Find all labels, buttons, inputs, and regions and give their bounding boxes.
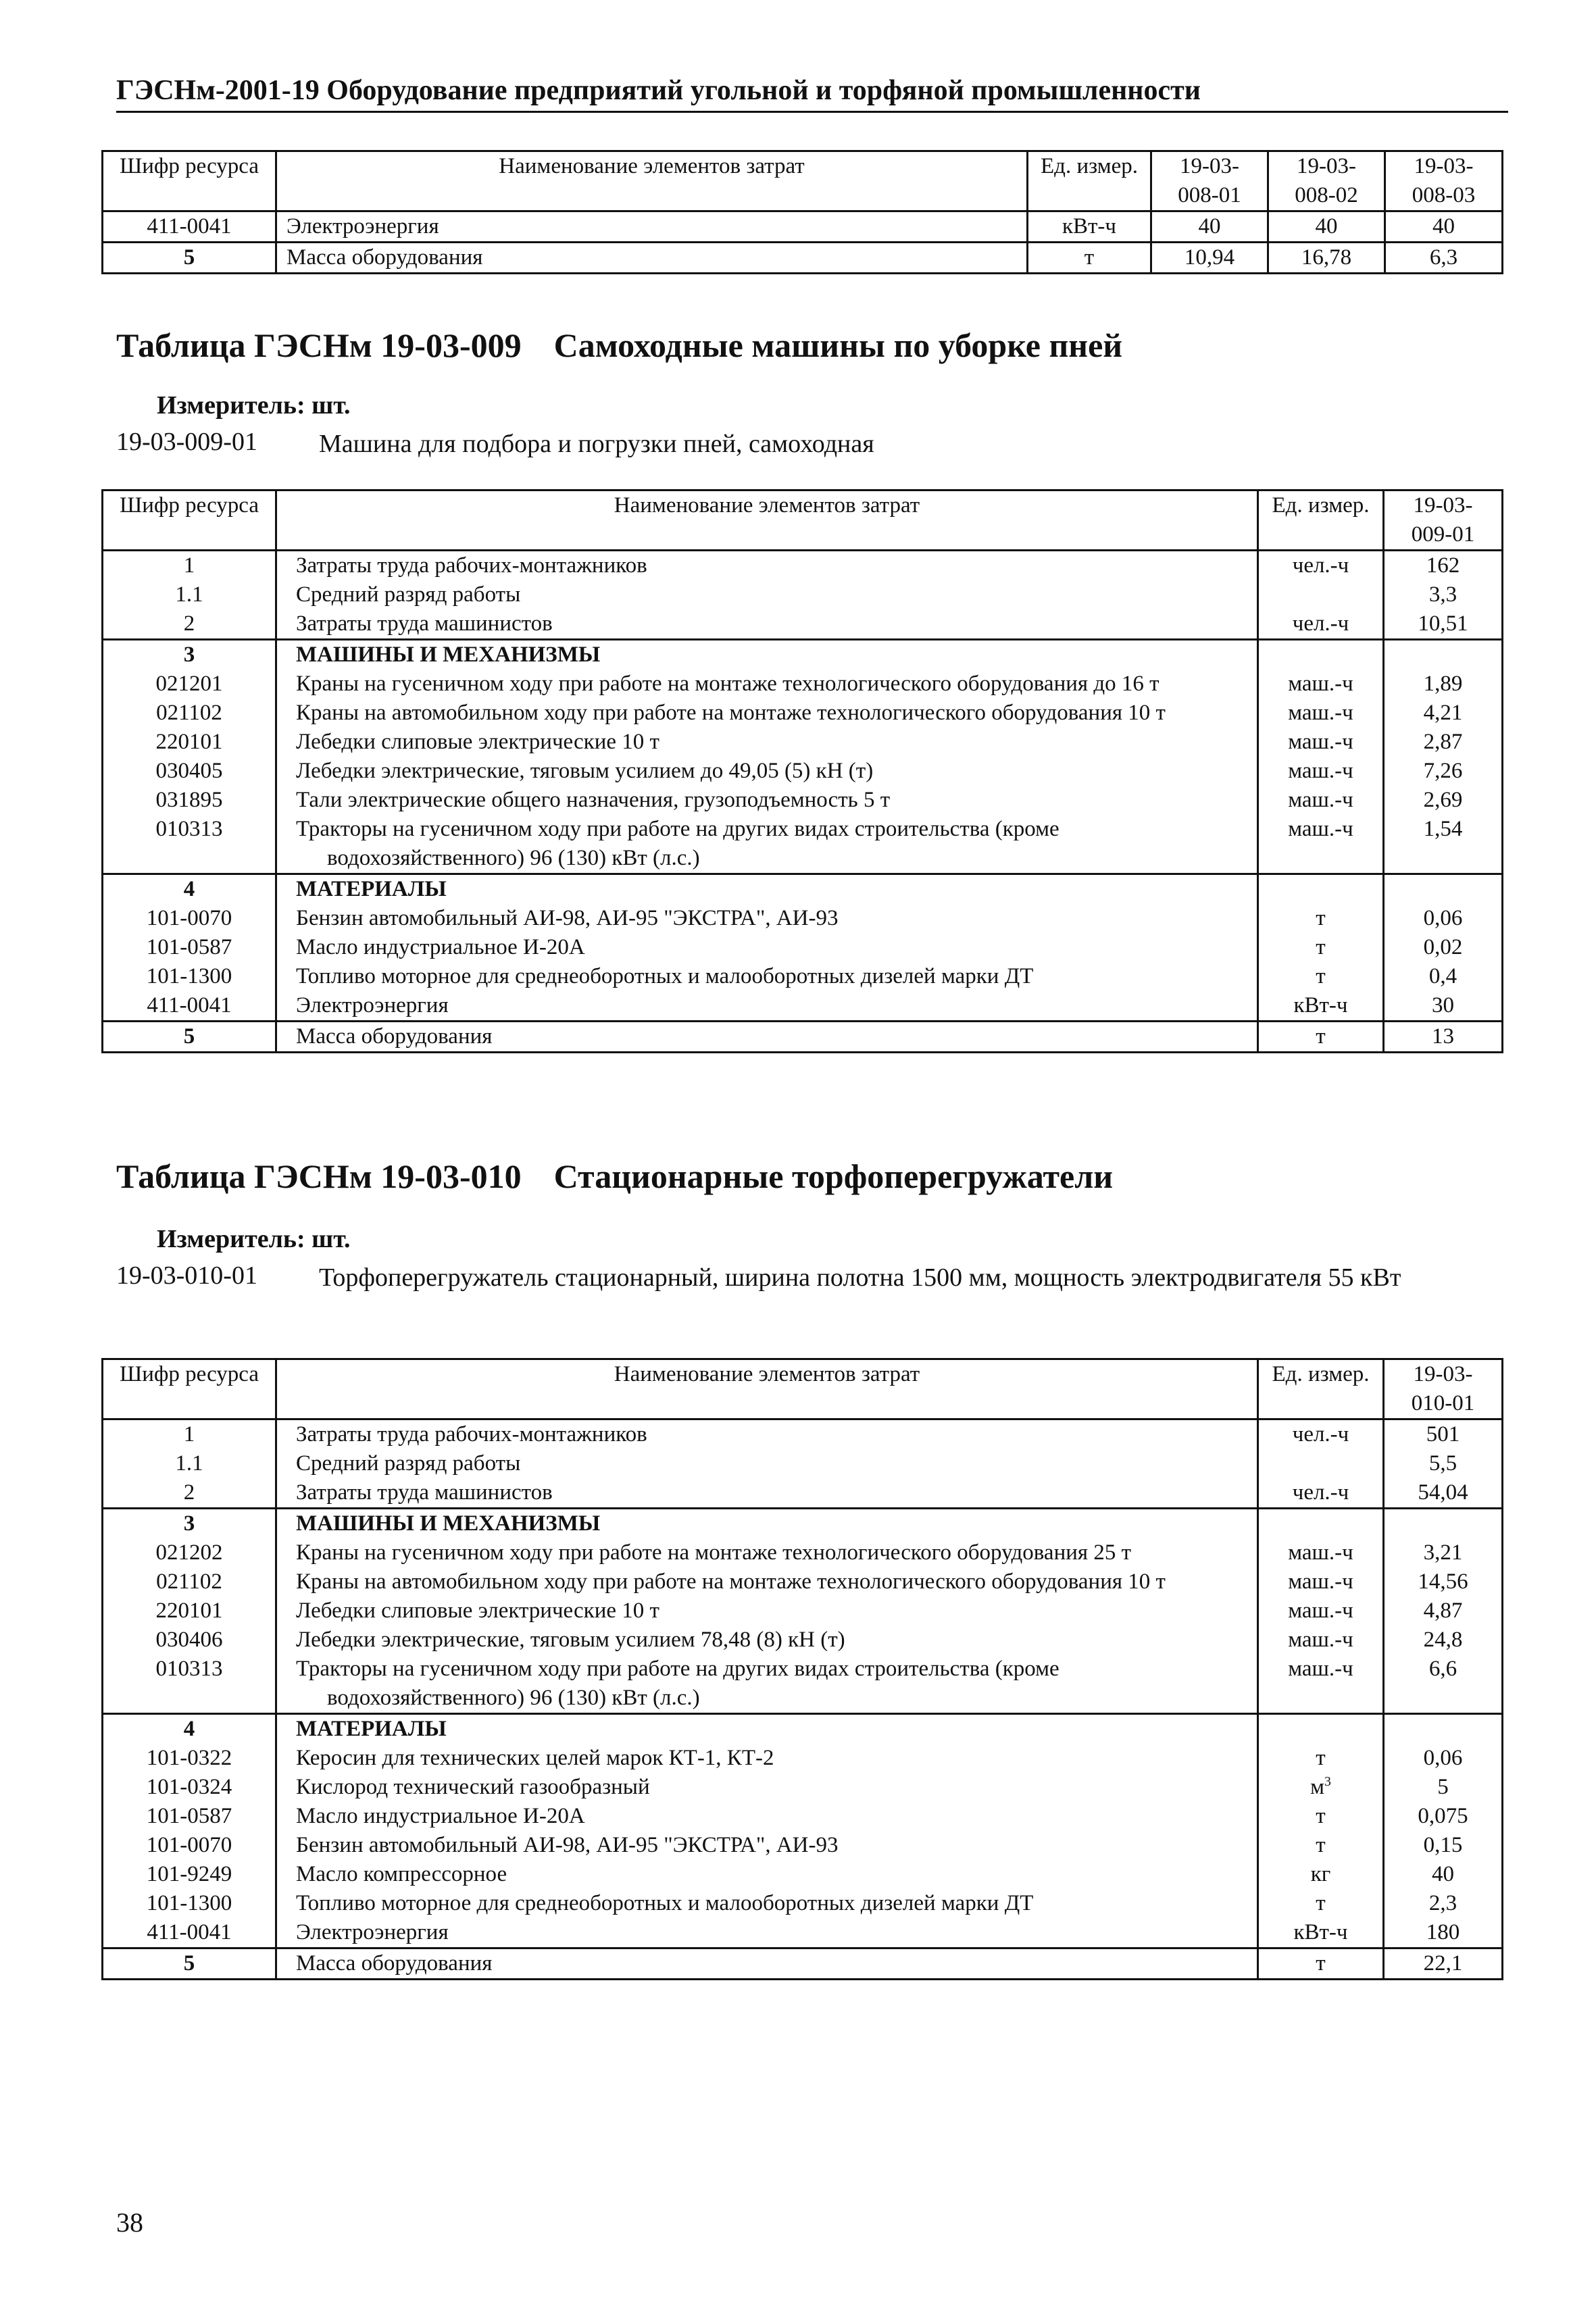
table-row bbox=[103, 1889, 1503, 1918]
cell-unit-text: маш.-ч bbox=[1288, 817, 1353, 841]
col-value-header: 19-03- 008-01 bbox=[1151, 151, 1268, 211]
cell-unit bbox=[1258, 580, 1384, 609]
cell-unit-text: т bbox=[1316, 1833, 1326, 1857]
col-unit-header: Ед. измер. bbox=[1258, 491, 1384, 551]
table-row bbox=[103, 1567, 1503, 1596]
cell-value: 4,87 bbox=[1384, 1596, 1503, 1626]
cell-unit bbox=[1258, 1744, 1384, 1773]
cell-unit bbox=[1258, 904, 1384, 933]
cell-code: 101-0587 bbox=[103, 1802, 276, 1831]
cell-name bbox=[276, 1744, 1258, 1773]
cell-code: 101-0322 bbox=[103, 1744, 276, 1773]
cell-value: 30 bbox=[1384, 991, 1503, 1022]
cell-unit bbox=[1258, 1449, 1384, 1478]
cell-unit bbox=[1258, 1802, 1384, 1831]
cell-name-text: Затраты труда машинистов bbox=[296, 1480, 553, 1505]
cell-unit bbox=[1258, 551, 1384, 581]
cell-name-text: Затраты труда рабочих-монтажников bbox=[296, 1422, 647, 1447]
measure-label: Измеритель: шт. bbox=[157, 391, 351, 420]
cell-code: 2 bbox=[103, 609, 276, 640]
cell-unit-text: т bbox=[1316, 1891, 1326, 1915]
section-label: Таблица ГЭСНм 19-03-010 bbox=[116, 1157, 522, 1195]
measure-label: Измеритель: шт. bbox=[157, 1225, 351, 1253]
cell-code: 3 bbox=[103, 1509, 276, 1539]
table-row bbox=[103, 815, 1503, 874]
table-row bbox=[103, 1744, 1503, 1773]
table-row bbox=[103, 1419, 1503, 1450]
table-row bbox=[103, 243, 1503, 274]
cell-name bbox=[276, 1567, 1258, 1596]
cell-name-text: Масло компрессорное bbox=[296, 1862, 507, 1886]
cell-unit bbox=[1258, 962, 1384, 991]
section-name: Стационарные торфоперегружатели bbox=[553, 1157, 1114, 1195]
cell-unit bbox=[1258, 1714, 1384, 1744]
cell-code: 030406 bbox=[103, 1626, 276, 1655]
item-description bbox=[116, 427, 1468, 461]
cell-value bbox=[1384, 874, 1503, 905]
cell-code: 101-0587 bbox=[103, 933, 276, 962]
cell-unit bbox=[1258, 699, 1384, 728]
cell-name-text: Затраты труда машинистов bbox=[296, 611, 553, 636]
col-code-header: Шифр ресурса bbox=[103, 151, 276, 211]
cell-name-text: Топливо моторное для среднеоборотных и малооборотных дизелей марки ДТ bbox=[296, 964, 1034, 988]
cell-name bbox=[276, 1538, 1258, 1567]
cell-code: 021102 bbox=[103, 1567, 276, 1596]
cell-value bbox=[1384, 640, 1503, 670]
section-name: Самоходные машины по уборке пней bbox=[553, 326, 1123, 364]
cell-name bbox=[276, 1022, 1258, 1053]
cell-name bbox=[276, 904, 1258, 933]
cell-unit-text: маш.-ч bbox=[1288, 1599, 1353, 1623]
unit-superscript: 3 bbox=[1324, 1774, 1331, 1789]
cell-name-text: Краны на гусеничном ходу при работе на монтаже технологического оборудования 25 т bbox=[296, 1540, 1132, 1565]
table-19-03-010 bbox=[101, 1358, 1503, 1980]
cell-code: 101-0324 bbox=[103, 1773, 276, 1802]
table-19-03-008 bbox=[101, 150, 1503, 274]
cell-unit bbox=[1258, 1419, 1384, 1450]
cell-unit-text: кг bbox=[1310, 1862, 1331, 1886]
cell-name-text: Тракторы на гусеничном ходу при работе на других видах строительства (кроме водохозяйственного) 96 (130) кВт (л.с.) bbox=[296, 1657, 1059, 1710]
cell-value: 10,51 bbox=[1384, 609, 1503, 640]
table-row bbox=[103, 1449, 1503, 1478]
cell-unit bbox=[1258, 815, 1384, 874]
table-row bbox=[103, 904, 1503, 933]
cell-name-text: МАТЕРИАЛЫ bbox=[296, 877, 447, 901]
cell-value: 1,54 bbox=[1384, 815, 1503, 874]
cell-value: 3,21 bbox=[1384, 1538, 1503, 1567]
table-row bbox=[103, 874, 1503, 905]
table-row bbox=[103, 1626, 1503, 1655]
cell-name bbox=[276, 1509, 1258, 1539]
cell-name bbox=[276, 640, 1258, 670]
page-number: 38 bbox=[116, 2207, 143, 2238]
cell-code: 5 bbox=[103, 1022, 276, 1053]
cell-code: 411-0041 bbox=[103, 1918, 276, 1948]
table-row bbox=[103, 1655, 1503, 1714]
cell-value: 2,3 bbox=[1384, 1889, 1503, 1918]
cell-unit bbox=[1258, 1831, 1384, 1860]
cell-value: 1,89 bbox=[1384, 670, 1503, 699]
cell-unit-text: кВт-ч bbox=[1293, 993, 1348, 1017]
table-row bbox=[103, 728, 1503, 757]
cell-value: 40 bbox=[1384, 1860, 1503, 1889]
cell-name-text: Краны на автомобильном ходу при работе на монтаже технологического оборудования 10 т bbox=[296, 701, 1166, 725]
cell-code: 101-1300 bbox=[103, 962, 276, 991]
cell-code: 021102 bbox=[103, 699, 276, 728]
cell-unit bbox=[1258, 1509, 1384, 1539]
cell-value: 40 bbox=[1151, 211, 1268, 243]
cell-value: 6,6 bbox=[1384, 1655, 1503, 1714]
table-row bbox=[103, 786, 1503, 815]
cell-code: 101-9249 bbox=[103, 1860, 276, 1889]
cell-unit-text: т bbox=[1316, 964, 1326, 988]
cell-unit-text: маш.-ч bbox=[1288, 1540, 1353, 1565]
item-code: 19-03-010-01 bbox=[116, 1261, 257, 1290]
cell-unit-text: маш.-ч bbox=[1288, 1628, 1353, 1652]
value-header-line: 19-03- bbox=[1413, 1362, 1473, 1386]
table-row bbox=[103, 1802, 1503, 1831]
cell-name bbox=[276, 1449, 1258, 1478]
cell-unit-text: чел.-ч bbox=[1292, 553, 1349, 578]
table-row bbox=[103, 1714, 1503, 1744]
cell-name bbox=[276, 1419, 1258, 1450]
cell-code: 101-1300 bbox=[103, 1889, 276, 1918]
cell-name bbox=[276, 1860, 1258, 1889]
cell-name bbox=[276, 1714, 1258, 1744]
cell-unit-text: маш.-ч bbox=[1288, 1657, 1353, 1681]
cell-name-text: Бензин автомобильный АИ-98, АИ-95 "ЭКСТРА", АИ-93 bbox=[296, 1833, 839, 1857]
cell-name-text: Лебедки электрические, тяговым усилием до 49,05 (5) кН (т) bbox=[296, 759, 874, 783]
cell-name-text: Средний разряд работы bbox=[296, 582, 521, 607]
cell-code: 101-0070 bbox=[103, 1831, 276, 1860]
cell-unit-text: м bbox=[1310, 1775, 1324, 1799]
cell-unit bbox=[1258, 1478, 1384, 1509]
cell-value: 24,8 bbox=[1384, 1626, 1503, 1655]
cell-unit-text: чел.-ч bbox=[1292, 611, 1349, 636]
cell-code: 101-0070 bbox=[103, 904, 276, 933]
cell-code: 010313 bbox=[103, 1655, 276, 1714]
cell-unit-text: маш.-ч bbox=[1288, 1569, 1353, 1594]
table-row bbox=[103, 1831, 1503, 1860]
cell-name-text: Лебедки электрические, тяговым усилием 78,48 (8) кН (т) bbox=[296, 1628, 845, 1652]
cell-value: 5 bbox=[1384, 1773, 1503, 1802]
cell-unit bbox=[1258, 874, 1384, 905]
cell-value: 40 bbox=[1268, 211, 1385, 243]
cell-unit: т bbox=[1028, 243, 1151, 274]
cell-name bbox=[276, 1831, 1258, 1860]
col-value-header: 19-03- 008-02 bbox=[1268, 151, 1385, 211]
cell-code: 030405 bbox=[103, 757, 276, 786]
item-text: Торфоперегружатель стационарный, ширина полотна 1500 мм, мощность электродвигателя 55 кВт bbox=[319, 1263, 1401, 1292]
col-value-header: 19-03- 008-03 bbox=[1385, 151, 1503, 211]
cell-name bbox=[276, 1478, 1258, 1509]
section-title-010 bbox=[116, 1157, 1113, 1196]
cell-name-text: Краны на гусеничном ходу при работе на монтаже технологического оборудования до 16 т bbox=[296, 672, 1159, 696]
cell-name-text: Средний разряд работы bbox=[296, 1451, 521, 1476]
cell-code: 4 bbox=[103, 874, 276, 905]
cell-value: 0,4 bbox=[1384, 962, 1503, 991]
cell-unit bbox=[1258, 1596, 1384, 1626]
cell-value: 13 bbox=[1384, 1022, 1503, 1053]
cell-name-text: Бензин автомобильный АИ-98, АИ-95 "ЭКСТРА", АИ-93 bbox=[296, 906, 839, 930]
cell-name-text: Краны на автомобильном ходу при работе на монтаже технологического оборудования 10 т bbox=[296, 1569, 1166, 1594]
cell-name bbox=[276, 1918, 1258, 1948]
cell-value: 10,94 bbox=[1151, 243, 1268, 274]
col-value-header bbox=[1384, 491, 1503, 551]
cell-value: 2,69 bbox=[1384, 786, 1503, 815]
cell-name bbox=[276, 1655, 1258, 1714]
table-row bbox=[103, 1596, 1503, 1626]
cell-unit bbox=[1258, 1918, 1384, 1948]
col-name-header: Наименование элементов затрат bbox=[276, 1359, 1258, 1419]
table-19-03-009 bbox=[101, 489, 1503, 1053]
cell-unit bbox=[1258, 757, 1384, 786]
cell-name bbox=[276, 815, 1258, 874]
cell-value: 0,02 bbox=[1384, 933, 1503, 962]
cell-value: 180 bbox=[1384, 1918, 1503, 1948]
cell-unit bbox=[1258, 1860, 1384, 1889]
cell-unit bbox=[1258, 933, 1384, 962]
table-row bbox=[103, 211, 1503, 243]
cell-unit: кВт-ч bbox=[1028, 211, 1151, 243]
col-code-header: Шифр ресурса bbox=[103, 1359, 276, 1419]
cell-unit-text: т bbox=[1316, 935, 1326, 959]
table-row bbox=[103, 609, 1503, 640]
cell-code: 411-0041 bbox=[103, 991, 276, 1022]
cell-unit bbox=[1258, 991, 1384, 1022]
table-row bbox=[103, 640, 1503, 670]
cell-name-text: Масса оборудования bbox=[296, 1024, 493, 1049]
cell-unit bbox=[1258, 1889, 1384, 1918]
cell-name-text: Кислород технический газообразный bbox=[296, 1775, 650, 1799]
table-row bbox=[103, 1022, 1503, 1053]
value-header-line: 19-03- bbox=[1413, 493, 1473, 518]
col-code-header: Шифр ресурса bbox=[103, 491, 276, 551]
table-row bbox=[103, 757, 1503, 786]
cell-code: 3 bbox=[103, 640, 276, 670]
cell-name bbox=[276, 609, 1258, 640]
cell-code: 1 bbox=[103, 551, 276, 581]
cell-name bbox=[276, 728, 1258, 757]
cell-name: Электроэнергия bbox=[276, 211, 1028, 243]
cell-name bbox=[276, 1596, 1258, 1626]
cell-unit bbox=[1258, 786, 1384, 815]
cell-value: 2,87 bbox=[1384, 728, 1503, 757]
cell-value: 14,56 bbox=[1384, 1567, 1503, 1596]
table-header-row bbox=[103, 491, 1503, 551]
cell-value: 7,26 bbox=[1384, 757, 1503, 786]
cell-unit bbox=[1258, 1538, 1384, 1567]
cell-value: 0,06 bbox=[1384, 904, 1503, 933]
cell-value: 0,15 bbox=[1384, 1831, 1503, 1860]
cell-code: 1.1 bbox=[103, 1449, 276, 1478]
cell-unit bbox=[1258, 1773, 1384, 1802]
cell-code: 021201 bbox=[103, 670, 276, 699]
table-row bbox=[103, 962, 1503, 991]
table-row bbox=[103, 551, 1503, 581]
cell-unit-text: маш.-ч bbox=[1288, 672, 1353, 696]
table-row bbox=[103, 991, 1503, 1022]
table-row bbox=[103, 933, 1503, 962]
cell-code: 220101 bbox=[103, 728, 276, 757]
cell-unit-text: маш.-ч bbox=[1288, 730, 1353, 754]
cell-name-text: МАШИНЫ И МЕХАНИЗМЫ bbox=[296, 1511, 601, 1536]
cell-value: 6,3 bbox=[1385, 243, 1503, 274]
cell-unit-text: маш.-ч bbox=[1288, 701, 1353, 725]
cell-name bbox=[276, 991, 1258, 1022]
cell-unit-text: т bbox=[1316, 1951, 1326, 1976]
cell-unit bbox=[1258, 728, 1384, 757]
cell-code: 1 bbox=[103, 1419, 276, 1450]
cell-name bbox=[276, 962, 1258, 991]
cell-value: 501 bbox=[1384, 1419, 1503, 1450]
table-row bbox=[103, 670, 1503, 699]
cell-unit bbox=[1258, 1567, 1384, 1596]
cell-value: 0,06 bbox=[1384, 1744, 1503, 1773]
cell-name-text: Лебедки слиповые электрические 10 т bbox=[296, 730, 659, 754]
cell-name bbox=[276, 551, 1258, 581]
item-text: Машина для подбора и погрузки пней, самоходная bbox=[319, 430, 874, 458]
cell-name bbox=[276, 670, 1258, 699]
table-row bbox=[103, 1860, 1503, 1889]
cell-name-text: Масло индустриальное И-20А bbox=[296, 935, 585, 959]
cell-unit bbox=[1258, 1655, 1384, 1714]
cell-name-text: Затраты труда рабочих-монтажников bbox=[296, 553, 647, 578]
col-unit-header: Ед. измер. bbox=[1258, 1359, 1384, 1419]
cell-value bbox=[1384, 1714, 1503, 1744]
cell-value: 0,075 bbox=[1384, 1802, 1503, 1831]
cell-code: 2 bbox=[103, 1478, 276, 1509]
value-header-line: 009-01 bbox=[1411, 522, 1475, 547]
cell-unit bbox=[1258, 1022, 1384, 1053]
table-row bbox=[103, 1478, 1503, 1509]
table-header-row bbox=[103, 151, 1503, 211]
col-name-header: Наименование элементов затрат bbox=[276, 151, 1028, 211]
cell-name-text: Лебедки слиповые электрические 10 т bbox=[296, 1599, 659, 1623]
cell-unit-text: чел.-ч bbox=[1292, 1422, 1349, 1447]
col-value-header bbox=[1384, 1359, 1503, 1419]
cell-name-text: МАТЕРИАЛЫ bbox=[296, 1717, 447, 1741]
cell-value bbox=[1384, 1509, 1503, 1539]
cell-name bbox=[276, 580, 1258, 609]
cell-unit bbox=[1258, 670, 1384, 699]
table-row bbox=[103, 1538, 1503, 1567]
table-row bbox=[103, 1509, 1503, 1539]
cell-name-text: Электроэнергия bbox=[296, 1920, 449, 1944]
cell-name-text: Масса оборудования bbox=[296, 1951, 493, 1976]
cell-code: 220101 bbox=[103, 1596, 276, 1626]
cell-unit-text: т bbox=[1316, 906, 1326, 930]
cell-name-text: Тракторы на гусеничном ходу при работе на других видах строительства (кроме водохозяйственного) 96 (130) кВт (л.с.) bbox=[296, 817, 1059, 870]
cell-name bbox=[276, 1802, 1258, 1831]
cell-code: 010313 bbox=[103, 815, 276, 874]
cell-value: 3,3 bbox=[1384, 580, 1503, 609]
cell-unit-text: т bbox=[1316, 1024, 1326, 1049]
cell-name bbox=[276, 1773, 1258, 1802]
table-row bbox=[103, 580, 1503, 609]
cell-name bbox=[276, 786, 1258, 815]
cell-unit-text: чел.-ч bbox=[1292, 1480, 1349, 1505]
table-row bbox=[103, 1948, 1503, 1980]
table-header-row bbox=[103, 1359, 1503, 1419]
cell-value: 5,5 bbox=[1384, 1449, 1503, 1478]
cell-unit bbox=[1258, 609, 1384, 640]
cell-unit-text: маш.-ч bbox=[1288, 788, 1353, 812]
cell-name-text: Топливо моторное для среднеоборотных и малооборотных дизелей марки ДТ bbox=[296, 1891, 1034, 1915]
cell-value: 4,21 bbox=[1384, 699, 1503, 728]
cell-value: 54,04 bbox=[1384, 1478, 1503, 1509]
section-title-009 bbox=[116, 326, 1122, 365]
cell-name-text: Электроэнергия bbox=[296, 993, 449, 1017]
cell-unit-text: т bbox=[1316, 1746, 1326, 1770]
cell-value: 16,78 bbox=[1268, 243, 1385, 274]
cell-name-text: Керосин для технических целей марок КТ-1, КТ-2 bbox=[296, 1746, 774, 1770]
cell-name bbox=[276, 933, 1258, 962]
col-name-header: Наименование элементов затрат bbox=[276, 491, 1258, 551]
cell-code: 031895 bbox=[103, 786, 276, 815]
table-row bbox=[103, 1918, 1503, 1948]
table-row bbox=[103, 1773, 1503, 1802]
cell-name-text: Масло индустриальное И-20А bbox=[296, 1804, 585, 1828]
cell-value: 22,1 bbox=[1384, 1948, 1503, 1980]
col-unit-header: Ед. измер. bbox=[1028, 151, 1151, 211]
page-header: ГЭСНм-2001-19 Оборудование предприятий угольной и торфяной промышленности bbox=[116, 74, 1508, 113]
cell-name bbox=[276, 757, 1258, 786]
cell-name bbox=[276, 874, 1258, 905]
cell-name bbox=[276, 699, 1258, 728]
cell-name bbox=[276, 1626, 1258, 1655]
cell-unit-text: маш.-ч bbox=[1288, 759, 1353, 783]
item-description bbox=[116, 1261, 1468, 1294]
cell-unit-text: кВт-ч bbox=[1293, 1920, 1348, 1944]
cell-code: 021202 bbox=[103, 1538, 276, 1567]
cell-name bbox=[276, 1948, 1258, 1980]
cell-code: 5 bbox=[103, 1948, 276, 1980]
section-label: Таблица ГЭСНм 19-03-009 bbox=[116, 326, 522, 364]
cell-name bbox=[276, 1889, 1258, 1918]
cell-name-text: Тали электрические общего назначения, грузоподъемность 5 т bbox=[296, 788, 891, 812]
cell-unit bbox=[1258, 640, 1384, 670]
cell-name: Масса оборудования bbox=[276, 243, 1028, 274]
cell-unit-text: т bbox=[1316, 1804, 1326, 1828]
cell-value: 40 bbox=[1385, 211, 1503, 243]
item-code: 19-03-009-01 bbox=[116, 428, 257, 456]
value-header-line: 010-01 bbox=[1411, 1391, 1475, 1415]
cell-code: 1.1 bbox=[103, 580, 276, 609]
cell-unit bbox=[1258, 1626, 1384, 1655]
cell-value: 162 bbox=[1384, 551, 1503, 581]
table-row bbox=[103, 699, 1503, 728]
cell-name-text: МАШИНЫ И МЕХАНИЗМЫ bbox=[296, 643, 601, 667]
cell-code: 5 bbox=[103, 243, 276, 274]
cell-unit bbox=[1258, 1948, 1384, 1980]
cell-code: 411-0041 bbox=[103, 211, 276, 243]
cell-code: 4 bbox=[103, 1714, 276, 1744]
